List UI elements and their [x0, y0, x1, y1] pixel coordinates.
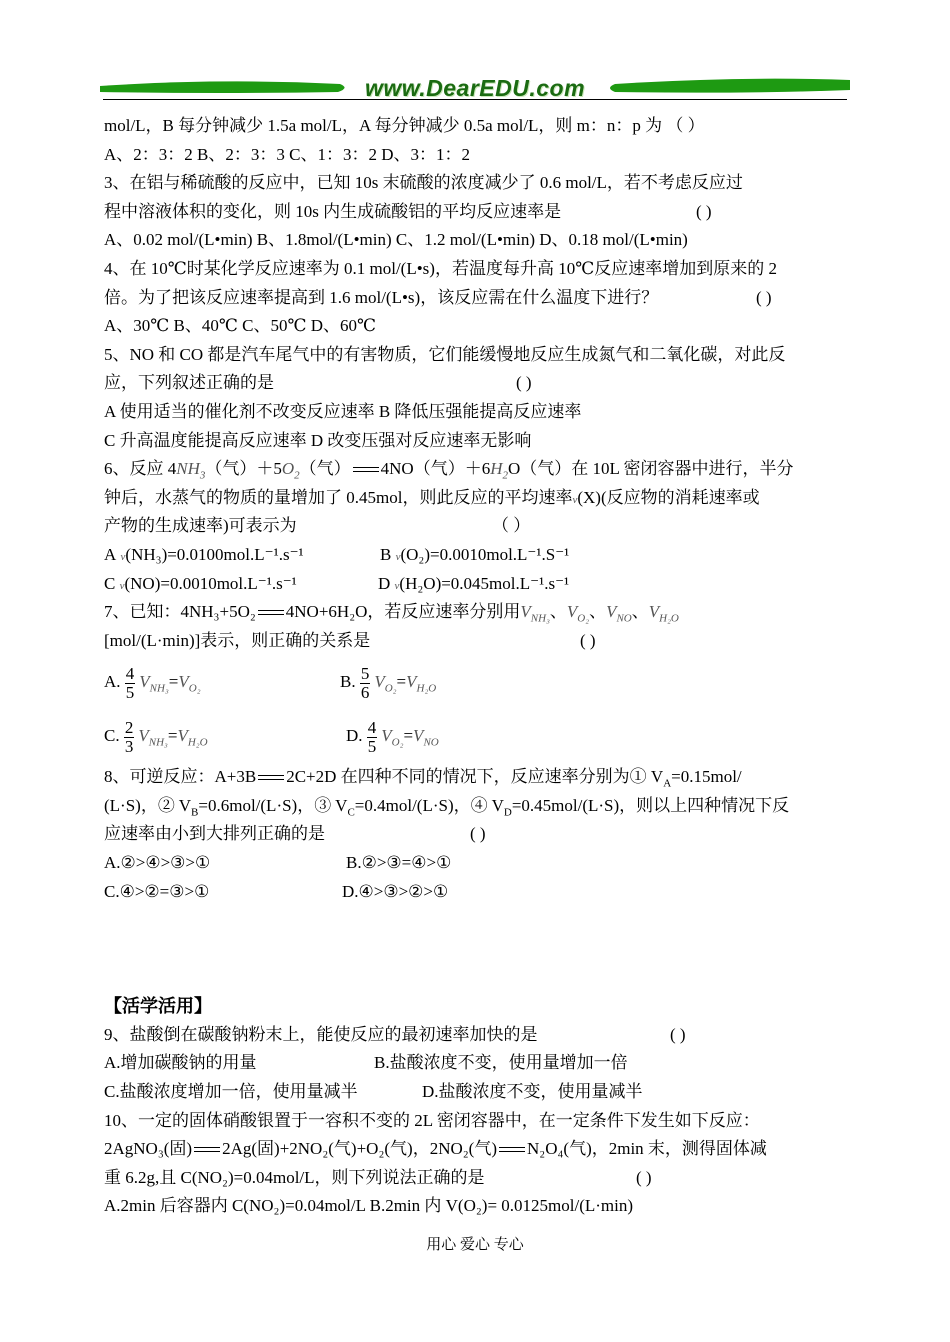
q7-option-a: A. $\frac{4}{5}$ $V_{NH_3}=V_{O_2}$: [104, 663, 201, 702]
q10-line-2: 2AgNO₃(固) 2Ag(固)+2NO₂(气)+O₂(气)，2NO₂(气) N₂O₄(气)，2min 末，测得固体减: [104, 1139, 767, 1159]
text-line: [104, 198, 850, 227]
q4-stem: 倍。为了把该反应速率提高到 1.6 mol/(L•s)，该反应需在什么温度下进行？: [104, 287, 659, 307]
q7-text: 4NO+6H₂O，若反应速率分别用: [285, 602, 521, 622]
q8-line-2: (L·S)，② $V_B=0.6mol/(L\cdot S)$，③ $V_C=0.4mol/(L\cdot S)$，④ $V_D=0.45mol/(L\cdot S)$，则以上四种情况下反: [104, 795, 790, 819]
q9-text: 9、盐酸倒在碳酸钠粉末上，能使反应的最初速率加快的是: [104, 1024, 538, 1044]
formula-o2: O: [281, 459, 295, 479]
subscript: 2: [502, 469, 508, 482]
q8-line-3: [104, 820, 850, 849]
document-body: [104, 112, 850, 1221]
site-logo[interactable]: www.DearEDU.com: [364, 75, 586, 101]
q6-line-1: [104, 455, 850, 484]
q9-line-1: [104, 1021, 850, 1050]
text-line: A、0.02 mol/(L•min) B、1.8mol/(L•min) C、1.2 mol/(L•min) D、0.18 mol/(L•min): [104, 230, 688, 250]
equilibrium-arrow-icon: [499, 1145, 525, 1155]
q6-option-d: D v(H₂O)=0.045mol.L⁻¹.s⁻¹: [378, 573, 570, 593]
text-line: A、30℃ B、40℃ C、50℃ D、60℃: [104, 316, 377, 336]
q6-text: (X)(反应物的消耗速率或: [577, 487, 760, 507]
q7-text: 7、已知：4NH₃+5O₂: [104, 602, 256, 622]
q6-text: 钟后，水蒸气的物质的量增加了 0.45mol，则此反应的平均速率: [104, 487, 573, 507]
q10-line-3: [104, 1164, 850, 1193]
rate-symbol: v: [572, 493, 578, 506]
q6-line-2: [104, 484, 850, 513]
q6-text: （气）: [299, 459, 351, 479]
text-line: [104, 369, 850, 398]
q7-option-d: D. $\frac{4}{5}$ $V_{O_2}=V_{NO}$: [346, 717, 439, 756]
q6-text: 4NO（气）＋6: [380, 459, 491, 479]
q8-line-1: 8、可逆反应：A+3B 2C+2D 在四种不同的情况下，反应速率分别为① $V_A=0.15mol/$: [104, 767, 742, 790]
q3-stem: 程中溶液体积的变化，则 10s 内生成硫酸铝的平均反应速率是: [104, 201, 562, 221]
q6-options-cd: [104, 570, 850, 599]
q7-options-ab: [104, 655, 850, 709]
section-heading: 【活学活用】: [104, 996, 212, 1017]
q8-option-c: C.④>②=③>①: [104, 881, 210, 901]
text-line: 5、NO 和 CO 都是汽车尾气中的有害物质，它们能缓慢地反应生成氮气和二氧化碳，对此反: [104, 344, 786, 364]
q7-line-1: 7、已知：4NH₃+5O₂ 4NO+6H₂O，若反应速率分别用$V_{NH_3}$、$V_{O_2}$、$V_{NO}$、$V_{H_2O}$: [104, 602, 679, 625]
subscript: 3: [199, 469, 206, 482]
q10-text: 重 6.2g,且 C(NO₂)=0.04mol/L，则下列说法正确的是: [104, 1167, 485, 1187]
equilibrium-arrow-icon: [258, 773, 284, 783]
q8-text: 2C+2D 在四种不同的情况下，反应速率分别为① V: [286, 767, 664, 787]
q8-text: =0.15mol/: [671, 767, 742, 787]
q6-text: O（气）在 10L 密闭容器中进行，半分: [508, 459, 794, 479]
answer-paren: ( ): [516, 373, 532, 393]
q9-options-ab: [104, 1049, 850, 1078]
answer-paren: ( ): [670, 1024, 686, 1044]
q6-option-c: C v(NO)=0.0010mol.L⁻¹.s⁻¹: [104, 573, 297, 593]
formula-h2o: H: [490, 459, 503, 479]
q6-text: 6、反应 4: [104, 459, 177, 479]
q8-option-d: D.④>③>②>①: [342, 881, 449, 901]
q9-options-cd: [104, 1078, 850, 1107]
q9-option-c: C.盐酸浓度增加一倍，使用量减半: [104, 1082, 358, 1102]
q9-option-a: A.增加碳酸钠的用量: [104, 1053, 257, 1073]
q8-text: 应速率由小到大排列正确的是: [104, 824, 325, 844]
q9-option-b: B.盐酸浓度不变，使用量增加一倍: [374, 1053, 628, 1073]
answer-paren: ( ): [696, 201, 712, 221]
q6-text: （气）＋5: [205, 459, 282, 479]
text-line: C 升高温度能提高反应速率 D 改变压强对反应速率无影响: [104, 430, 532, 450]
text-line: A 使用适当的催化剂不改变反应速率 B 降低压强能提高反应速率: [104, 401, 582, 421]
spacer: [104, 906, 850, 992]
q7-text: [mol/(L·min)]表示，则正确的关系是: [104, 630, 371, 650]
q10-line-1: 10、一定的固体硝酸银置于一容积不变的 2L 密闭容器中，在一定条件下发生如下反应：: [104, 1110, 760, 1130]
q8-option-a: A.②>④>③>①: [104, 853, 211, 873]
q6-options-ab: [104, 541, 850, 570]
q9-option-d: D.盐酸浓度不变，使用量减半: [422, 1082, 643, 1102]
answer-paren: （ ）: [492, 516, 531, 536]
answer-paren: ( ): [580, 630, 596, 650]
text-line: mol/L，B 每分钟减少 1.5a mol/L，A 每分钟减少 0.5a mol/L，则 m：n：p 为 （ ）: [104, 116, 705, 135]
q8-options-cd: [104, 878, 850, 907]
q10-line-4: A.2min 后容器内 C(NO₂)=0.04mol/L B.2min 内 V(O₂)= 0.0125mol/(L·min): [104, 1196, 634, 1216]
text-line: [104, 284, 850, 313]
q6-line-3: [104, 512, 850, 541]
page-footer: 用心 爱心 专心: [426, 1237, 524, 1253]
q5-stem: 应，下列叙述正确的是: [104, 373, 274, 393]
q6-option-b: B v(O₂)=0.0010mol.L⁻¹.S⁻¹: [380, 544, 570, 564]
answer-paren: ( ): [756, 287, 772, 307]
equilibrium-arrow-icon: [353, 465, 379, 475]
q7-line-2: [104, 627, 850, 656]
equilibrium-arrow-icon: [258, 608, 284, 618]
answer-paren: ( ): [636, 1167, 652, 1187]
q7-option-c: C. $\frac{2}{3}$ $V_{NH_3}=V_{H_2O}$: [104, 717, 208, 756]
formula-nh3: NH: [176, 459, 200, 479]
answer-paren: ( ): [470, 824, 486, 844]
q6-text: 产物的生成速率)可表示为: [104, 516, 297, 536]
text-line: 3、在铝与稀硫酸的反应中，已知 10s 末硫酸的浓度减少了 0.6 mol/L，若不考虑反应过: [104, 173, 743, 193]
q8-text: 8、可逆反应：A+3B: [104, 767, 257, 787]
q8-options-ab: [104, 849, 850, 878]
subscript: 2: [294, 469, 300, 482]
text-line: A、2：3：2 B、2：3：3 C、1：3：2 D、3：1：2: [104, 144, 470, 164]
equilibrium-arrow-icon: [194, 1145, 220, 1155]
q8-option-b: B.②>③=④>①: [346, 853, 452, 873]
q7-options-cd: [104, 709, 850, 763]
text-line: 4、在 10℃时某化学反应速率为 0.1 mol/(L•s)，若温度每升高 10℃反应速率增加到原来的 2: [104, 258, 777, 278]
q6-option-a: A v(NH₃)=0.0100mol.L⁻¹.s⁻¹: [104, 544, 304, 564]
q7-option-b: B. $\frac{5}{6}$ $V_{O_2}=V_{H_2O}$: [340, 663, 437, 702]
header-rule: [103, 99, 847, 100]
